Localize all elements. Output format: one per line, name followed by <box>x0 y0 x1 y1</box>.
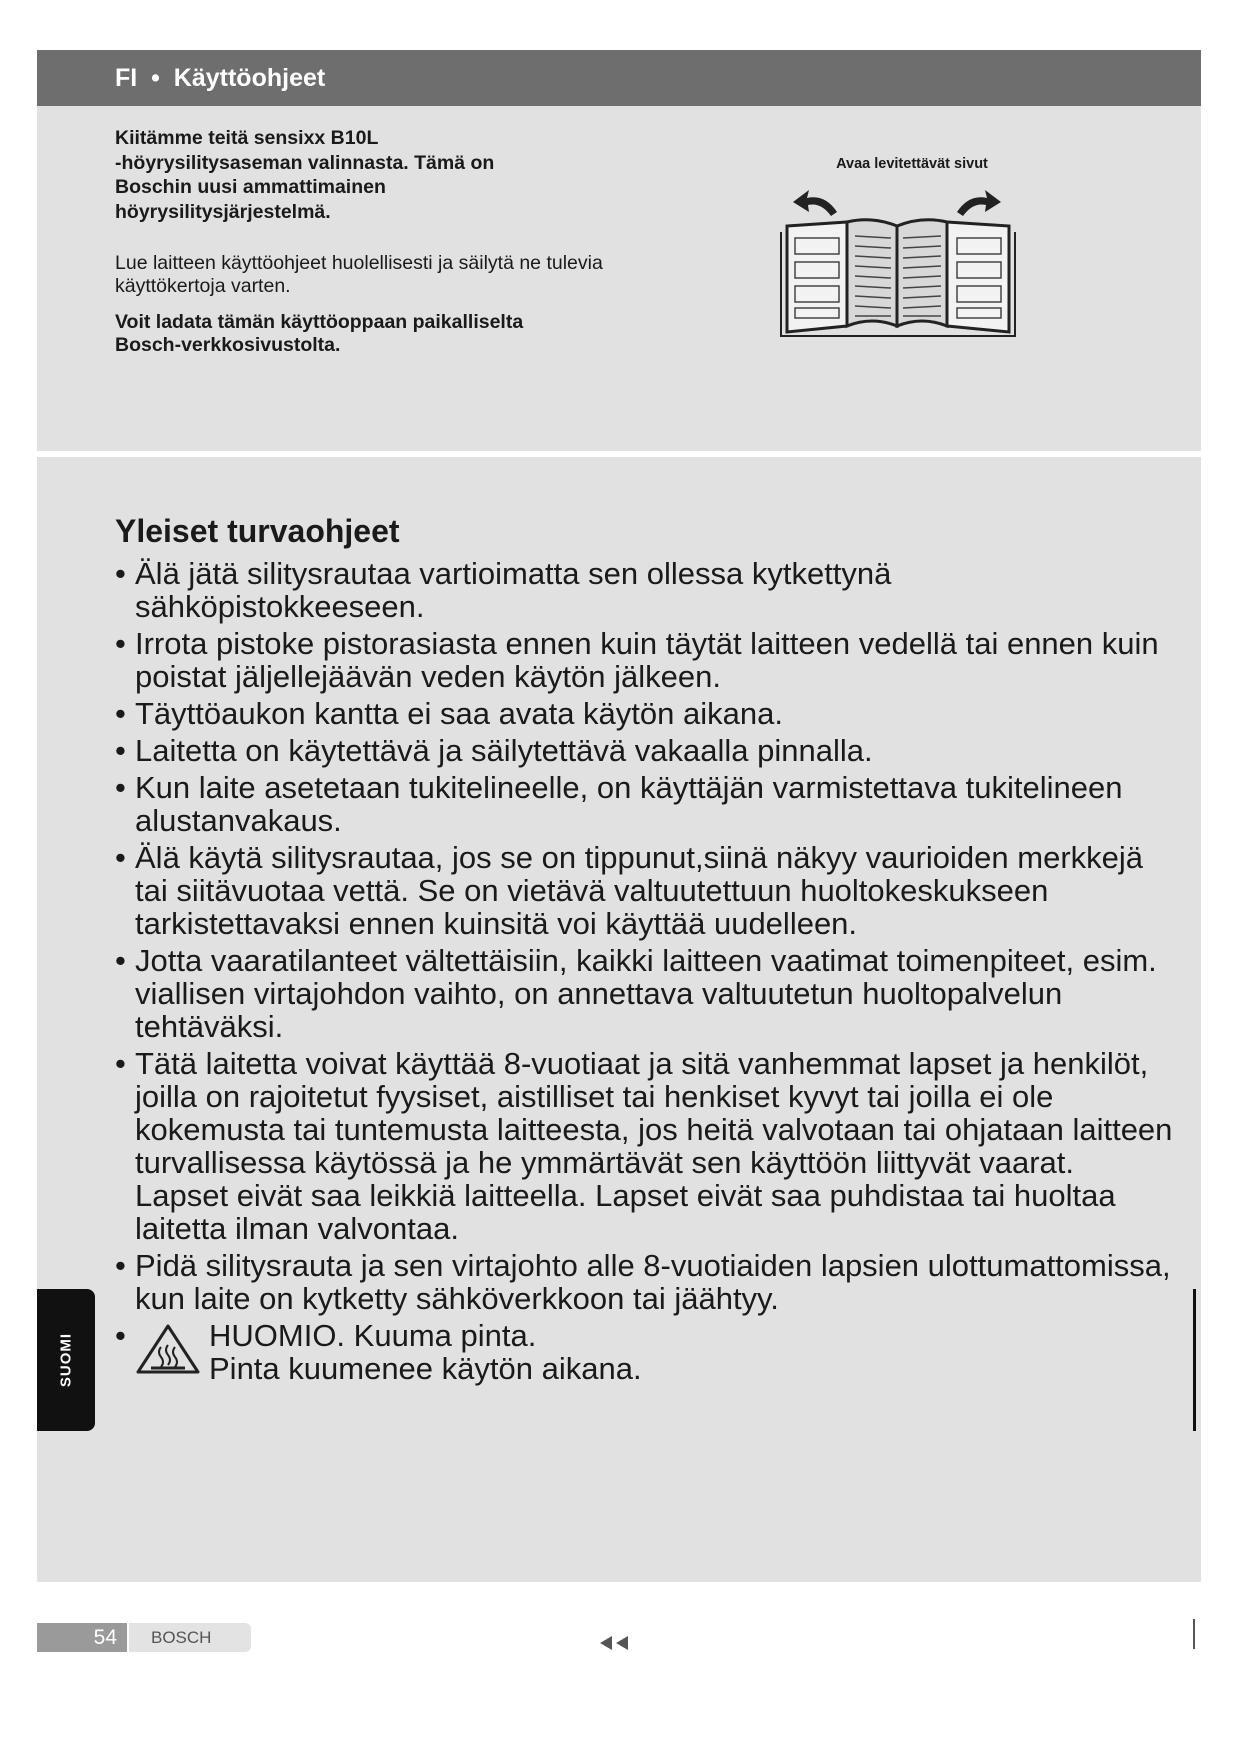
previous-page-icon[interactable] <box>598 1634 632 1652</box>
safety-list <box>115 557 1175 1389</box>
side-tab-label: SUOMI <box>57 1332 75 1388</box>
arrow-left-icon <box>793 190 837 216</box>
list-item: • Älä jätä silitysrautaa vartioimatta sen ollessa kytkettynä sähköpistokkeeseen. <box>115 556 892 624</box>
list-item: • Irrota pistoke pistorasiasta ennen kuin täytät laitteen vedellä tai ennen kuin poistat jäljellejäävän veden käytön jälkeen. <box>115 626 1159 694</box>
hot-surface-warning-icon <box>135 1323 201 1375</box>
right-edge-marker <box>1193 1289 1196 1431</box>
header-bar <box>37 50 1201 106</box>
intro-thanks: Kiitämme teitä sensixx B10L -höyrysilitysaseman valinnasta. Tämä on Boschin uusi ammattimainen höyrysilitysjärjestelmä. <box>115 127 495 223</box>
caution-line-1: HUOMIO. Kuuma pinta. <box>209 1318 537 1353</box>
intro-download-note: Voit ladata tämän käyttöoppaan paikalliselta Bosch-verkkosivustolta. <box>115 311 524 356</box>
footer-brand: BOSCH <box>129 1623 251 1652</box>
foldout-booklet-icon <box>747 176 1047 346</box>
list-item: • Tätä laitetta voivat käyttää 8-vuotiaat ja sitä vanhemmat lapset ja henkilöt, joilla on rajoitetut fyysiset, aistilliset tai henkiset kyvyt tai joilla ei ole kokemusta tai tuntemusta laitteesta, jos heitä valvotaan tai ohjataan laitteen turvallisessa käytössä ja he ymmärtävät sen käyttöön liittyvät vaarat. Lapset eivät saa leikkiä laitteella. Lapset eivät saa puhdistaa tai huoltaa laitetta ilman valvontaa. <box>115 1046 1173 1246</box>
list-item: • Täyttöaukon kantta ei saa avata käytön aikana. <box>115 696 783 731</box>
language-side-tab <box>37 1289 95 1431</box>
list-item: • Älä käytä silitysrautaa, jos se on tippunut,siinä näkyy vaurioiden merkkejä tai siitävuotaa vettä. Se on vietävä valtuutettuun huoltokeskukseen tarkistettavaksi ennen kuinsitä voi käyttää uudelleen. <box>115 840 1144 941</box>
list-item: • Kun laite asetetaan tukitelineelle, on käyttäjän varmistettava tukitelineen alustanvakaus. <box>115 770 1123 838</box>
list-item: • Laitetta on käytettävä ja säilytettävä vakaalla pinnalla. <box>115 733 873 768</box>
list-item: • Jotta vaaratilanteet vältettäisiin, kaikki laitteen vaatimat toimenpiteet, esim. viallisen virtajohdon vaihto, on annettava valtuutetun huoltopalvelun tehtäväksi. <box>115 943 1157 1044</box>
page-number: 54 <box>37 1623 127 1652</box>
intro-read-note: Lue laitteen käyttöohjeet huolellisesti ja säilytä ne tulevia käyttökertoja varten. <box>115 252 603 297</box>
footer-edge-marker <box>1193 1619 1195 1649</box>
list-item: • Pidä silitysrauta ja sen virtajohto alle 8-vuotiaiden lapsien ulottumattomissa, kun laite on kytketty sähköverkkoon tai jäähtyy. <box>115 1248 1171 1316</box>
booklet-caption: Avaa levitettävät sivut <box>836 156 988 172</box>
arrow-right-icon <box>957 190 1001 216</box>
safety-title: Yleiset turvaohjeet <box>115 513 400 549</box>
header-title-line: FI • Käyttöohjeet <box>115 63 326 92</box>
safety-section <box>37 457 1201 1582</box>
intro-section <box>37 106 1201 451</box>
caution-item: • HUOMIO. Kuuma pinta. Pinta kuumenee käytön aikana. <box>115 1318 642 1386</box>
caution-line-2: Pinta kuumenee käytön aikana. <box>209 1351 642 1386</box>
